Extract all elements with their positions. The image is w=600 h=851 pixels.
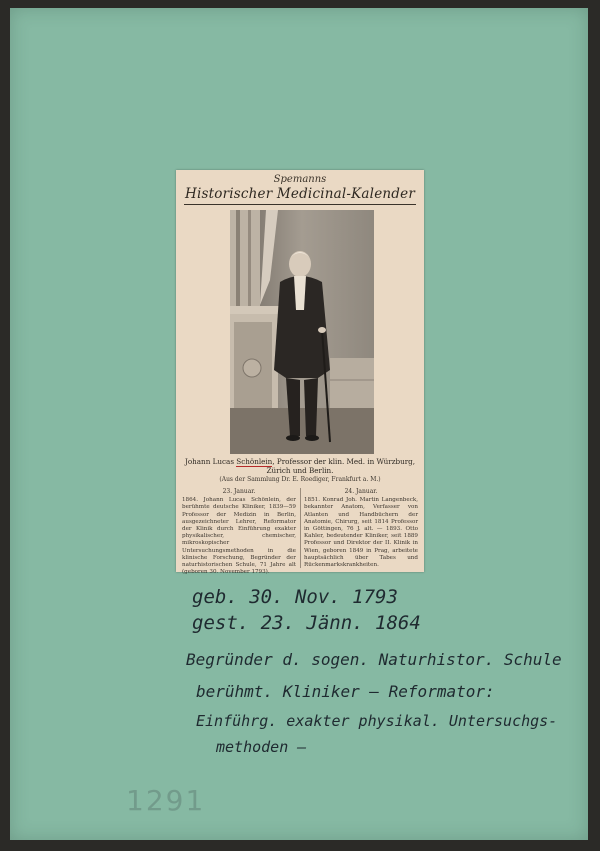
mounting-sheet <box>10 8 588 840</box>
right-column-date: 24. Januar. <box>344 488 378 495</box>
newspaper-clipping <box>176 170 424 576</box>
portrait-photo <box>230 210 374 454</box>
handwritten-note-line4: methoden — <box>216 738 307 756</box>
portrait-image <box>230 210 374 454</box>
column-divider <box>300 488 301 568</box>
right-column <box>304 488 418 569</box>
caption-suffix: , Professor der klin. Med. in Würzburg, Zürich und Berlin. <box>266 457 416 475</box>
caption-source: (Aus der Sammlung Dr. E. Roediger, Frankfurt a. M.) <box>219 476 381 483</box>
handwritten-note-line1: Begründer d. sogen. Naturhistor. Schule <box>186 650 562 669</box>
handwritten-birth: geb. 30. Nov. 1793 <box>192 586 398 608</box>
caption-prefix: Johann Lucas <box>184 457 237 466</box>
pencil-number: 1291 <box>126 784 206 817</box>
portrait-caption <box>182 457 418 475</box>
handwritten-note-line3: Einführg. exakter physikal. Untersuchgs- <box>196 712 558 730</box>
handwritten-death: gest. 23. Jänn. 1864 <box>192 612 421 634</box>
publisher-name: Spemanns <box>273 174 327 185</box>
title-rule <box>184 204 416 205</box>
left-column <box>182 488 296 576</box>
left-column-date: 23. Januar. <box>222 488 256 495</box>
caption-name-underlined: Schönlein <box>236 457 273 466</box>
left-column-text: 1864. Johann Lucas Schönlein, der berühmte deutsche Kliniker, 1839—59 Professor der Medizin in Berlin, ausgezeichneter Lehrer, Reformator der Klinik durch Einführung exakter physikalischer, chemischer, mikroskopischer Untersuchungsmethoden in die klinische Forschung, Begründer der naturhistorischen Schule, 71 Jahre alt (geboren 30. November 1793). <box>182 497 296 576</box>
handwritten-note-line2: berühmt. Kliniker — Reformator: <box>196 682 495 701</box>
calendar-title: Historischer Medicinal-Kalender <box>185 186 415 202</box>
right-column-text: 1851. Konrad Joh. Martin Langenbeck, bekannter Anatom, Verfasser von Atlanten und Handbüchern der Anatomie, Chirurg, seit 1814 Professor in Göttingen, 76 J. alt. — 1893. Otto Kahler, bedeutender Kliniker, seit 1889 Professor und Direktor der II. Klinik in Wien, geboren 1849 in Prag, arbeitete hauptsächlich über Tabes und Rückenmarkskrankheiten. <box>304 497 418 569</box>
